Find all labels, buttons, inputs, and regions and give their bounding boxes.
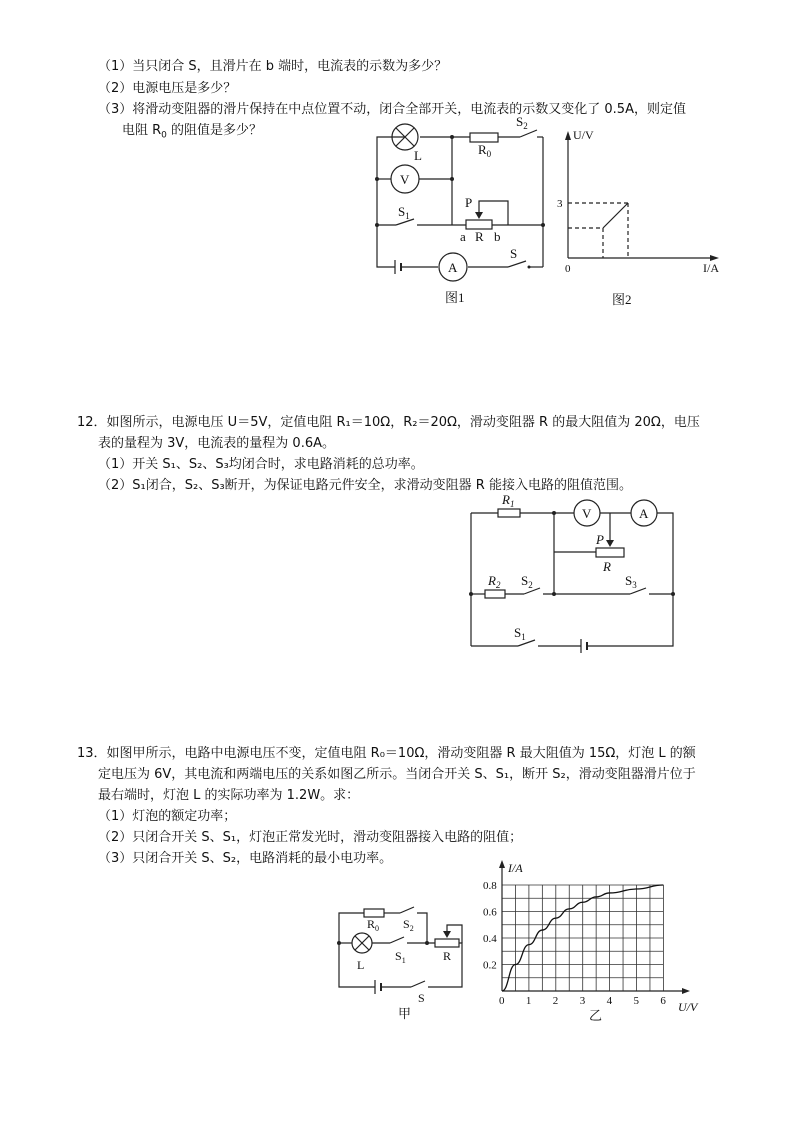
chart-x-tick-label: 2 — [552, 995, 559, 1007]
q13-line3: 最右端时，灯泡 L 的实际功率为 1.2W。求： — [98, 788, 360, 803]
q12-line2: 表的量程为 3V，电流表的量程为 0.6A。 — [98, 436, 335, 451]
chart-caption: 乙 — [589, 1008, 603, 1023]
fig1-rheostat-r-label: R — [475, 229, 484, 244]
fig2-y-label: U/V — [573, 128, 594, 142]
fig2-origin-label: 0 — [565, 263, 571, 275]
q12-voltmeter-label: V — [582, 506, 592, 521]
chart-axes — [499, 860, 690, 994]
fig1-switch-s1-label: $S_1$ — [398, 204, 410, 221]
fig1-rheostat-a-label: a — [460, 229, 466, 244]
chart-grid — [502, 885, 663, 991]
q12-ammeter-label: A — [639, 506, 649, 521]
q12-r1-label: $R_1$ — [502, 492, 515, 509]
chart-y-label: I/A — [508, 861, 523, 875]
chart-x-tick-label: 5 — [633, 995, 639, 1007]
fig1-switch-s2-label: $S_2$ — [516, 114, 528, 131]
chart-x-label: U/V — [678, 1000, 698, 1014]
chart-y-tick-label: 0.6 — [483, 906, 497, 919]
q11-sub3-post: 的阻值是多少？ — [166, 123, 263, 138]
fig1-rheostat-b-label: b — [494, 229, 501, 244]
q11-sub2: （2）电源电压是多少？ — [98, 81, 237, 96]
chart-x-tick-label: 4 — [606, 995, 613, 1007]
q13-sub3: （3）只闭合开关 S、S₂，电路消耗的最小电功率。 — [98, 851, 393, 866]
chart-x-tick-label: 3 — [579, 995, 586, 1007]
q13-sub2: （2）只闭合开关 S、S₁，灯泡正常发光时，滑动变阻器接入电路的阻值； — [98, 830, 523, 845]
q12-sub1: （1）开关 S₁、S₂、S₃均闭合时，求电路消耗的总功率。 — [98, 457, 424, 472]
jia-r0-label: $R_0$ — [367, 917, 380, 933]
fig1-r0-label: $R_0$ — [478, 142, 492, 159]
q11-sub3-pre: 电阻 R — [122, 123, 162, 138]
chart-y-axis-arrow — [499, 860, 505, 868]
fig2-x-label: I/A — [703, 261, 719, 275]
jia-caption: 甲 — [398, 1006, 412, 1021]
chart-x-tick-label: 0 — [499, 995, 505, 1007]
q12-switch-s2-label: $S_2$ — [521, 573, 533, 590]
chart-x-tick-label: 1 — [525, 995, 532, 1007]
q12-switch-s1-label: $S_1$ — [514, 625, 526, 642]
q12-slider-p-label: P — [596, 532, 604, 547]
fig1-ammeter-label: A — [448, 260, 458, 275]
chart-ticks — [483, 880, 666, 1007]
fig1-slider-p-label: P — [465, 195, 473, 210]
q12-line1: 12．如图所示，电源电压 U＝5V，定值电阻 R₁＝10Ω，R₂＝20Ω，滑动变阻器 R 的最大阻值为 20Ω，电压 — [77, 415, 700, 430]
fig1-voltmeter-label: V — [400, 172, 410, 187]
chart-y-tick-label: 0.4 — [483, 933, 497, 945]
q12-rheostat-label: R — [603, 559, 611, 574]
jia-lamp-label: L — [357, 958, 365, 972]
fig2-y3-label: 3 — [557, 198, 563, 210]
fig2-caption: 图2 — [612, 292, 632, 307]
chart-y-tick-label: 0.2 — [483, 959, 497, 972]
jia-rheostat-label: R — [443, 949, 452, 963]
q12-switch-s3-label: $S_3$ — [625, 573, 637, 590]
fig1-lamp-label: L — [414, 148, 422, 163]
chart-x-axis-arrow — [682, 988, 690, 994]
chart-y-tick-label: 0.8 — [483, 880, 497, 892]
q11-sub3-sub: 0 — [161, 130, 167, 141]
q12-sub2: （2）S₁闭合，S₂、S₃断开，为保证电路元件安全，求滑动变阻器 R 能接入电路的阻值范围。 — [98, 478, 632, 493]
jia-switch-s-label: S — [418, 991, 425, 1005]
chart-x-tick-label: 6 — [660, 995, 666, 1007]
jia-switch-s2-label: $S_2$ — [403, 917, 414, 933]
jia-switch-s1-label: $S_1$ — [395, 949, 406, 965]
q13-line2: 定电压为 6V，其电流和两端电压的关系如图乙所示。当闭合开关 S、S₁，断开 S₂，滑动变阻器滑片位于 — [98, 767, 696, 782]
fig1-caption: 图1 — [445, 290, 465, 305]
q11-sub1: （1）当只闭合 S，且滑片在 b 端时，电流表的示数为多少？ — [98, 59, 448, 74]
fig1-switch-s-label: S — [510, 246, 518, 261]
q13-sub1: （1）灯泡的额定功率； — [98, 809, 237, 824]
q12-r2-label: $R_2$ — [488, 573, 501, 590]
q13-line1: 13．如图甲所示，电路中电源电压不变，定值电阻 R₀＝10Ω，滑动变阻器 R 最大阻值为 15Ω，灯泡 L 的额 — [77, 746, 696, 761]
q11-sub3-line1: （3）将滑动变阻器的滑片保持在中点位置不动，闭合全部开关，电流表的示数又变化了 0.5A，则定值 — [98, 102, 686, 117]
